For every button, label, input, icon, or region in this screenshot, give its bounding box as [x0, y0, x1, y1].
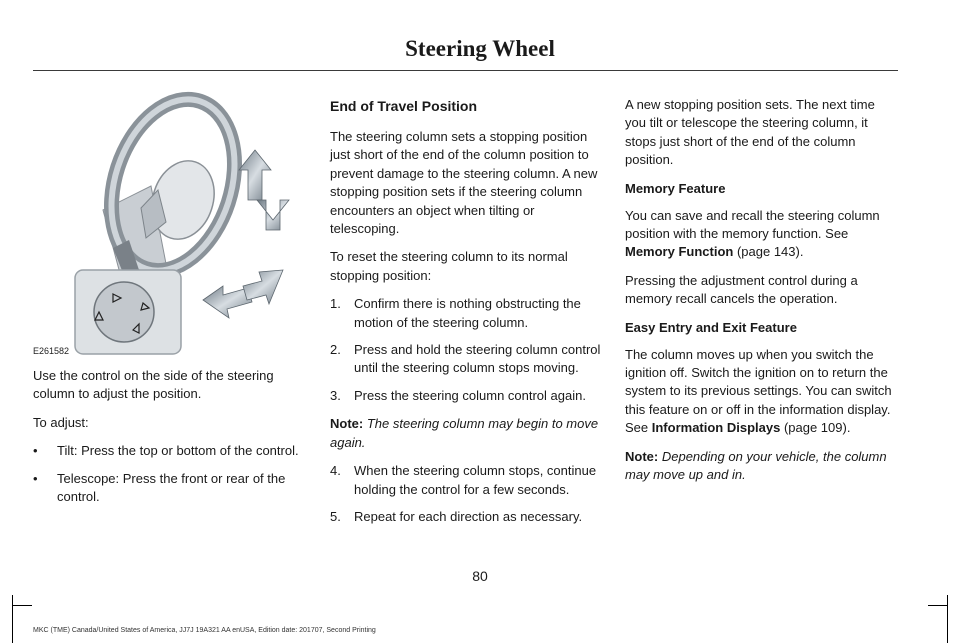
reset-steps — [330, 295, 602, 405]
adjust-list — [33, 442, 308, 506]
note: Note: Depending on your vehicle, the column may move up and in. — [625, 448, 887, 483]
list-item: • Telescope: Press the front or rear of the control. — [33, 470, 286, 505]
list-item: 3. Press the steering column control again. — [330, 387, 586, 403]
note: Note: The steering column may begin to move again. — [330, 416, 599, 450]
reset-steps-continued — [330, 462, 602, 526]
section-heading-easy-entry: Easy Entry and Exit Feature — [625, 319, 797, 335]
page-number: 80 — [472, 568, 488, 584]
crop-mark — [12, 605, 32, 606]
paragraph: To reset the steering column to its normal stopping position: — [330, 249, 568, 283]
list-item: 4. When the steering column stops, continue holding the control for a few seconds. — [330, 463, 597, 497]
memory-function-link[interactable]: Memory Function — [625, 244, 734, 260]
figure-code: E261582 — [33, 346, 70, 356]
column-middle — [330, 96, 602, 536]
intro-paragraph: Use the control on the side of the steering column to adjust the position. — [33, 368, 274, 402]
list-item: 1. Confirm there is nothing obstructing the motion of the steering column. — [330, 296, 581, 330]
crop-mark — [928, 605, 948, 606]
crop-mark — [12, 595, 13, 643]
paragraph: You can save and recall the steering column position with the memory function. See Memory Function (page 143). — [625, 207, 880, 260]
paragraph: The column moves up when you switch the ignition off. Switch the ignition on to return the system to its previous settings. You can switch this feature on or off in the information display. See Information Displays (page 109). — [625, 346, 892, 436]
paragraph: The steering column sets a stopping position just short of the end of the column position to prevent damage to the steering column. A new stopping position sets if the steering column encounters an object when tilting or telescoping. — [330, 129, 598, 237]
column-right — [625, 96, 897, 495]
list-item: • Tilt: Press the top or bottom of the control. — [33, 443, 299, 459]
section-heading-memory: Memory Feature — [625, 180, 726, 196]
list-item: 2. Press and hold the steering column control until the steering column stops moving. — [330, 342, 601, 376]
column-left — [33, 367, 308, 516]
list-item: 5. Repeat for each direction as necessary. — [330, 508, 583, 524]
crop-mark — [947, 595, 948, 643]
steering-wheel-illustration — [33, 90, 308, 360]
footer-text: MKC (TME) Canada/United States of America, JJ7J 19A321 AA enUSA, Edition date: 201707, Second Printing — [33, 627, 376, 634]
header-rule — [33, 70, 898, 71]
section-heading-end-of-travel: End of Travel Position — [330, 98, 478, 114]
paragraph: Pressing the adjustment control during a memory recall cancels the operation. — [625, 272, 858, 307]
page-title: Steering Wheel — [405, 36, 555, 61]
information-displays-link[interactable]: Information Displays — [651, 420, 781, 436]
paragraph: A new stopping position sets. The next time you tilt or telescope the steering column, it stops just short of the end of the column position. — [625, 97, 875, 168]
to-adjust-label: To adjust: — [33, 414, 89, 430]
